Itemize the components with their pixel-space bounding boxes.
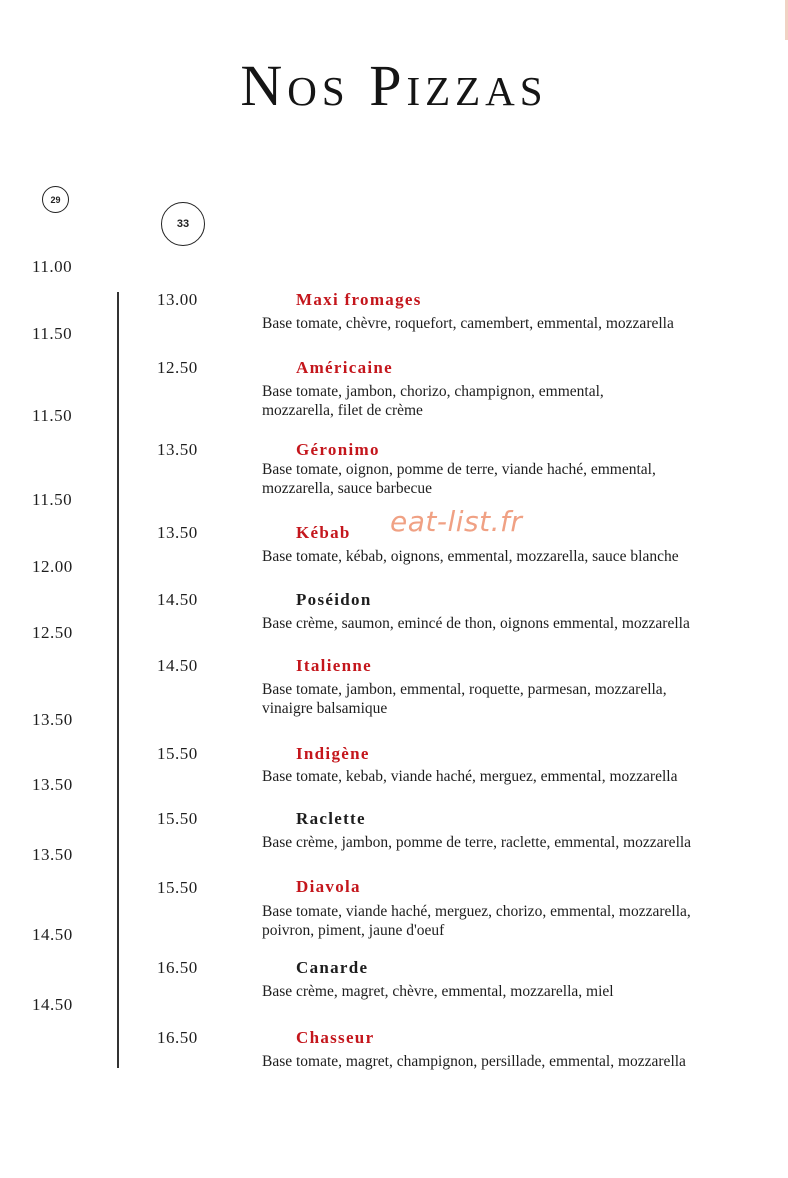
pizza-description: Base tomate, kébab, oignons, emmental, mozzarella, sauce blanche — [262, 548, 679, 565]
price-small: 14.50 — [32, 925, 73, 944]
price-large: 15.50 — [157, 744, 198, 763]
pizza-description: Base crème, magret, chèvre, emmental, mozzarella, miel — [262, 983, 614, 1000]
pizza-description: Base tomate, viande haché, merguez, chorizo, emmental, mozzarella, poivron, piment, jaune d'oeuf — [262, 903, 691, 939]
pizza-name: Raclette — [296, 809, 366, 828]
pizza-description: Base tomate, chèvre, roquefort, camembert, emmental, mozzarella — [262, 315, 674, 332]
pizza-name: Chasseur — [296, 1028, 375, 1047]
size-33-badge: 33 — [161, 202, 205, 246]
pizza-description: Base tomate, jambon, emmental, roquette, parmesan, mozzarella, vinaigre balsamique — [262, 681, 667, 717]
price-small: 12.50 — [32, 623, 73, 642]
pizza-name: Canarde — [296, 958, 369, 977]
price-small: 11.50 — [32, 490, 73, 509]
price-small: 12.00 — [32, 557, 73, 576]
pizza-name: Géronimo — [296, 440, 380, 459]
pizza-description: Base tomate, kebab, viande haché, merguez, emmental, mozzarella — [262, 768, 678, 785]
price-large: 14.50 — [157, 656, 198, 675]
price-large: 16.50 — [157, 1028, 198, 1047]
pizza-description: Base crème, saumon, emincé de thon, oignons emmental, mozzarella — [262, 615, 690, 632]
pizza-name: Maxi fromages — [296, 290, 422, 309]
price-large: 14.50 — [157, 590, 198, 609]
price-large: 13.50 — [157, 523, 198, 542]
pizza-name: Italienne — [296, 656, 372, 675]
price-large: 15.50 — [157, 878, 198, 897]
column-divider — [117, 292, 119, 1068]
price-small: 14.50 — [32, 995, 73, 1014]
price-small: 13.50 — [32, 710, 73, 729]
pizza-description: Base tomate, oignon, pomme de terre, viande haché, emmental, mozzarella, sauce barbecue — [262, 461, 656, 497]
pizza-description: Base tomate, magret, champignon, persillade, emmental, mozzarella — [262, 1053, 686, 1070]
price-large: 13.50 — [157, 440, 198, 459]
price-small: 13.50 — [32, 845, 73, 864]
pizza-name: Américaine — [296, 358, 394, 377]
size-29-badge: 29 — [42, 186, 69, 213]
pizza-name: Kébab — [296, 523, 351, 542]
price-small: 11.50 — [32, 324, 73, 343]
pizza-name: Poséidon — [296, 590, 372, 609]
price-small: 13.50 — [32, 775, 73, 794]
price-small: 11.50 — [32, 406, 73, 425]
page-title: Nos Pizzas — [240, 53, 548, 118]
pizza-name: Indigène — [296, 744, 370, 763]
price-small: 11.00 — [32, 257, 73, 276]
watermark: eat-list.fr — [390, 505, 523, 538]
price-large: 12.50 — [157, 358, 198, 377]
pizza-description: Base crème, jambon, pomme de terre, raclette, emmental, mozzarella — [262, 834, 692, 851]
pizza-description: Base tomate, jambon, chorizo, champignon, emmental, mozzarella, filet de crème — [262, 383, 604, 419]
price-large: 16.50 — [157, 958, 198, 977]
price-large: 15.50 — [157, 809, 198, 828]
pizza-name: Diavola — [296, 877, 361, 896]
price-large: 13.00 — [157, 290, 198, 309]
